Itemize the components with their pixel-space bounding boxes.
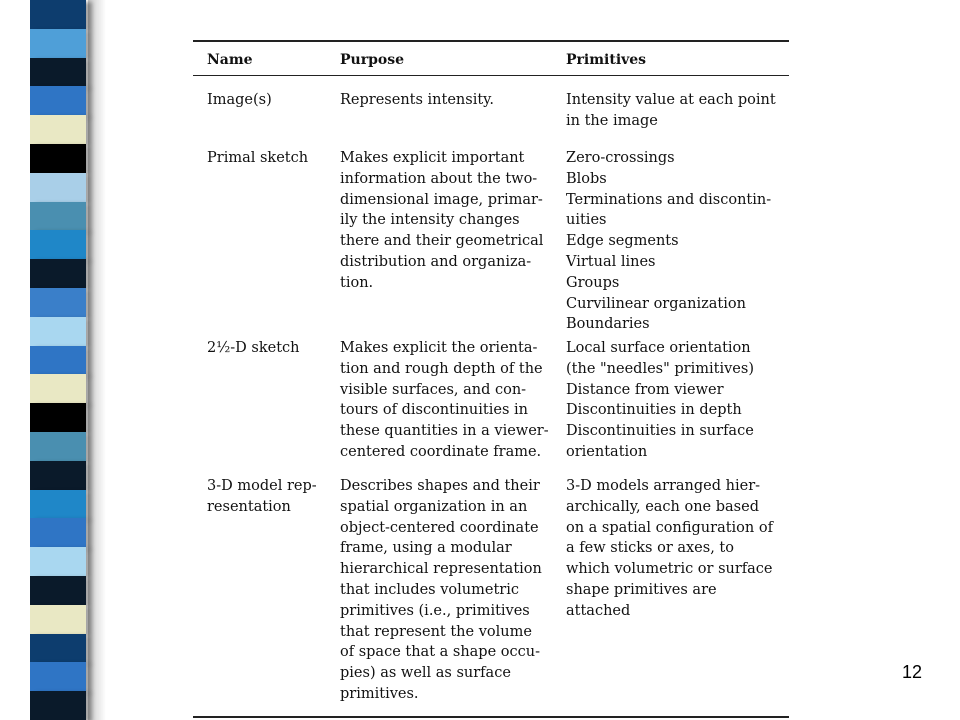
cell-purpose	[340, 148, 555, 294]
stripe-block	[30, 374, 86, 403]
stripe-block	[30, 144, 86, 173]
stripe-block	[30, 317, 86, 346]
cell-line: Represents intensity.	[340, 92, 495, 108]
cell-line: Distance from viewer	[566, 381, 724, 398]
stripe-block	[30, 202, 86, 231]
stripe-block	[30, 547, 86, 576]
stripe-block	[30, 288, 86, 317]
cell-line: dimensional image, primar-	[340, 191, 543, 208]
cell-line: shape primitives are	[566, 581, 717, 598]
cell-primitives	[566, 338, 789, 463]
header-rule	[193, 75, 789, 76]
cell-line: Boundaries	[566, 316, 650, 333]
cell-line: ily the intensity changes	[340, 212, 520, 229]
stripe-shadow	[88, 0, 106, 720]
cell-line: Discontinuities in surface	[566, 423, 754, 440]
header-purpose: Purpose	[340, 52, 404, 68]
cell-line: Makes explicit important	[340, 150, 525, 166]
stripe-block	[30, 346, 86, 375]
cell-name	[207, 338, 327, 359]
stripe-block	[30, 490, 86, 519]
table-top-rule	[193, 40, 789, 42]
cell-line: these quantities in a viewer-	[340, 423, 549, 440]
stripe-block	[30, 403, 86, 432]
header-name: Name	[207, 52, 253, 68]
cell-purpose	[340, 338, 555, 463]
cell-line: tion.	[340, 274, 374, 291]
cell-line: attached	[566, 602, 631, 619]
cell-purpose	[340, 90, 555, 111]
cell-line: there and their geometrical	[340, 233, 544, 250]
cell-line: pies) as well as surface	[340, 665, 511, 682]
cell-line: Describes shapes and their	[340, 478, 540, 494]
cell-line: object-centered coordinate	[340, 519, 539, 536]
cell-primitives	[566, 148, 789, 335]
stripe-block	[30, 634, 86, 663]
cell-line: (the "needles" primitives)	[566, 360, 754, 377]
cell-line: uities	[566, 212, 607, 229]
cell-line: visible surfaces, and con-	[340, 381, 527, 398]
cell-line: which volumetric or surface	[566, 561, 773, 578]
cell-line: spatial organization in an	[340, 498, 528, 515]
cell-line: Makes explicit the orienta-	[340, 340, 538, 356]
cell-line: 2½-D sketch	[207, 340, 300, 356]
cell-line: centered coordinate frame.	[340, 443, 542, 460]
cell-line: Edge segments	[566, 233, 679, 250]
cell-line: Primal sketch	[207, 150, 309, 166]
stripe-block	[30, 605, 86, 634]
table-bottom-rule	[193, 716, 789, 718]
cell-line: archically, each one based	[566, 498, 759, 515]
cell-line: frame, using a modular	[340, 540, 512, 557]
cell-line: of space that a shape occu-	[340, 644, 540, 661]
cell-name	[207, 148, 327, 169]
cell-line: Blobs	[566, 170, 607, 187]
stripe-block	[30, 259, 86, 288]
cell-line: Local surface orientation	[566, 340, 751, 356]
stripe-block	[30, 518, 86, 547]
stripe-block	[30, 461, 86, 490]
stripe-block	[30, 432, 86, 461]
stripe-block	[30, 86, 86, 115]
cell-line: Discontinuities in depth	[566, 402, 742, 419]
cell-purpose	[340, 476, 555, 705]
cell-line: 3-D models arranged hier-	[566, 478, 761, 494]
cell-name	[207, 476, 327, 518]
stripe-block	[30, 691, 86, 720]
cell-primitives	[566, 476, 789, 622]
stripe-block	[30, 0, 86, 29]
cell-line: that includes volumetric	[340, 581, 519, 598]
cell-line: that represent the volume	[340, 623, 532, 640]
stripe-block	[30, 115, 86, 144]
decorative-stripe	[0, 0, 88, 720]
cell-line: Curvilinear organization	[566, 295, 746, 312]
cell-line: a few sticks or axes, to	[566, 540, 734, 557]
stripe-block	[30, 173, 86, 202]
cell-name	[207, 90, 327, 111]
cell-primitives	[566, 90, 789, 132]
cell-line: Virtual lines	[566, 253, 656, 270]
cell-line: hierarchical representation	[340, 561, 542, 578]
cell-line: primitives.	[340, 685, 419, 702]
stripe-block	[30, 576, 86, 605]
cell-line: tion and rough depth of the	[340, 360, 543, 377]
stripe-block	[30, 230, 86, 259]
stripe-block	[30, 58, 86, 87]
cell-line: Terminations and discontin-	[566, 191, 772, 208]
page-number: 12	[901, 662, 922, 682]
cell-line: 3-D model rep-	[207, 478, 317, 494]
cell-line: distribution and organiza-	[340, 253, 532, 270]
cell-line: primitives (i.e., primitives	[340, 602, 530, 619]
cell-line: Groups	[566, 274, 620, 291]
header-primitives: Primitives	[566, 52, 647, 68]
cell-line: resentation	[207, 498, 291, 515]
cell-line: orientation	[566, 443, 648, 460]
stripe-block	[30, 662, 86, 691]
cell-line: Intensity value at each point	[566, 92, 776, 108]
cell-line: Zero-crossings	[566, 150, 675, 166]
cell-line: Image(s)	[207, 92, 272, 108]
cell-line: tours of discontinuities in	[340, 402, 528, 419]
cell-line: on a spatial configuration of	[566, 519, 773, 536]
cell-line: information about the two-	[340, 170, 538, 187]
cell-line: in the image	[566, 112, 658, 129]
stripe-block	[30, 29, 86, 58]
